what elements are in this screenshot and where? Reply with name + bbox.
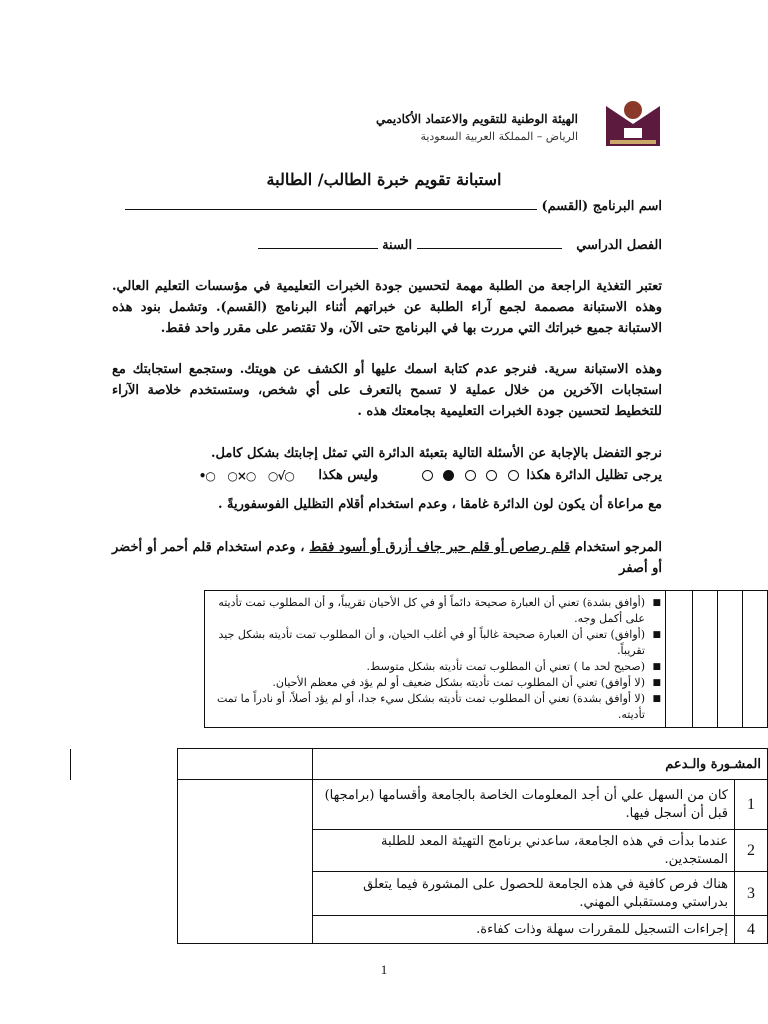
question-number: 4 [735,916,768,944]
incorrect-examples [195,468,298,483]
question-text: كان من السهل علي أن أجد المعلومات الخاصة بالجامعة وأقسامها (برامجها) قبل أن أسجل فيها. [313,780,735,830]
question-number: 1 [735,780,768,830]
program-label: اسم البرنامج (القسم) [541,199,662,214]
section-title: المشـورة والـدعم [313,749,768,780]
document-title: استبانة تقويم خبرة الطالب/ الطالبة [266,170,502,189]
legend-item: ■ (أوافق) تعني أن العبارة صحيحة غالباً أو في أغلب الحيان، و أن المطلوب تمت تأديته بشكل جيد تقريباً. [209,627,647,659]
legend-item: ■ (أوافق بشدة) تعني أن العبارة صحيحة دائماً أو في كل الأحيان تقريباً، و أن المطلوب تمت تأديته على أكمل وجه. [209,595,647,627]
year-blank[interactable] [258,236,378,249]
not-like-label: وليس هكذا [318,468,379,483]
rating-legend-text [205,591,666,728]
table-row [71,780,768,830]
question-number: 2 [735,830,768,872]
organization-location: الرياض – المملكة العربية السعودية [420,130,578,143]
shading-example-row [92,468,662,490]
answer-area[interactable] [178,780,313,944]
section-right-blank [71,749,178,780]
rating-column-blank [718,591,743,728]
crossed-circle-icon: ○×○ [227,468,256,483]
question-text: عندما بدأت في هذه الجامعة، ساعدني برنامج التهيئة المعد للطلبة المستجدين. [313,830,735,872]
intro-paragraph: تعتبر التغذية الراجعة من الطلبة مهمة لتحسين جودة الخبرات التعليمية في مؤسسات التعليم العالي. وهذه الاستبانة مصممة لجمع آراء الطلبة عن خبراتهم أثناء البرنامج (القسم). وتشمل بنود هذه الاستبانة جميع خبراتك التي مررت بها في البرنامج حتى الآن، ولا تقتصر على مقرر واحد فقط. [112,279,662,336]
question-text: هناك فرص كافية في هذه الجامعة للحصول على المشورة فيما يتعلق بدراستي ومستقبلي المهني. [313,872,735,916]
correct-example [414,468,522,483]
questions-table [70,748,768,944]
semester-year-field [258,236,662,253]
pen-instruction-paragraph [112,537,662,579]
legend-item: ■ (لا أوافق) تعني أن المطلوب تمت تأديته بشكل ضعيف أو لم يؤد في معظم الأحيان. [209,675,647,691]
rating-legend-table [204,590,768,728]
right-margin [71,780,178,944]
dot-circle-icon: •○ [198,468,215,483]
empty-circle-icon [486,470,497,481]
section-header-row [71,749,768,780]
rating-column-blank [666,591,693,728]
instructions-paragraph: نرجو التفضل بالإجابة عن الأسئلة التالية بتعبئة الدائرة التي تمثل إجابتك بشكل كامل. [210,446,662,461]
legend-item: ■ (لا أوافق بشدة) تعني أن المطلوب تمت تأديته بشكل سيء جدا، أو لم يؤد أصلاً، أو نادراً ما تمت تأديته. [209,691,647,723]
confidentiality-paragraph: وهذه الاستبانة سرية. فنرجو عدم كتابة اسمك عليها أو الكشف عن هويتك. وستجمع استجابتك مع استجابات الآخرين من خلال عملية لا تسمح بالتعرف على أي شخص، وستستخدم خلاصة الآراء للتخطيط لتحسين جودة الخبرات التعليمية بجامعتك هذه . [112,362,662,419]
rating-column-blank [693,591,718,728]
shade-like-label: يرجى تظليل الدائرة هكذا [526,468,662,483]
question-text: إجراءات التسجيل للمقررات سهلة وذات كفاءة. [313,916,735,944]
pen-instruction-suffix: ، وعدم استخدام قلم أحمر أو أخضر أو أصفر [112,540,662,576]
section-blank [178,749,313,780]
program-field [125,197,662,214]
year-label: السنة [382,238,413,253]
checked-circle-icon: ○√○ [267,468,294,483]
program-blank[interactable] [125,197,537,210]
pen-instruction-underlined: قلم رصاص أو قلم حبر جاف أزرق أو أسود فقط [309,540,571,555]
empty-circle-icon [465,470,476,481]
semester-label: الفصل الدراسي [576,238,662,253]
rating-column-blank [743,591,768,728]
semester-blank[interactable] [417,236,562,249]
organization-name: الهيئة الوطنية للتقويم والاعتماد الأكاديمي [375,112,578,126]
legend-item: ■ (صحيح لحد ما ) تعني أن المطلوب تمت تأديته بشكل متوسط. [209,659,647,675]
shading-note-paragraph: مع مراعاة أن يكون لون الدائرة غامقا ، وعدم استخدام أقلام التظليل الفوسفوريةً . [217,497,662,512]
question-number: 3 [735,872,768,916]
organization-logo [604,98,662,148]
empty-circle-icon [508,470,519,481]
pen-instruction-prefix: المرجو استخدام [574,540,662,555]
filled-circle-icon [443,470,454,481]
empty-circle-icon [422,470,433,481]
page-number: 1 [380,962,388,977]
